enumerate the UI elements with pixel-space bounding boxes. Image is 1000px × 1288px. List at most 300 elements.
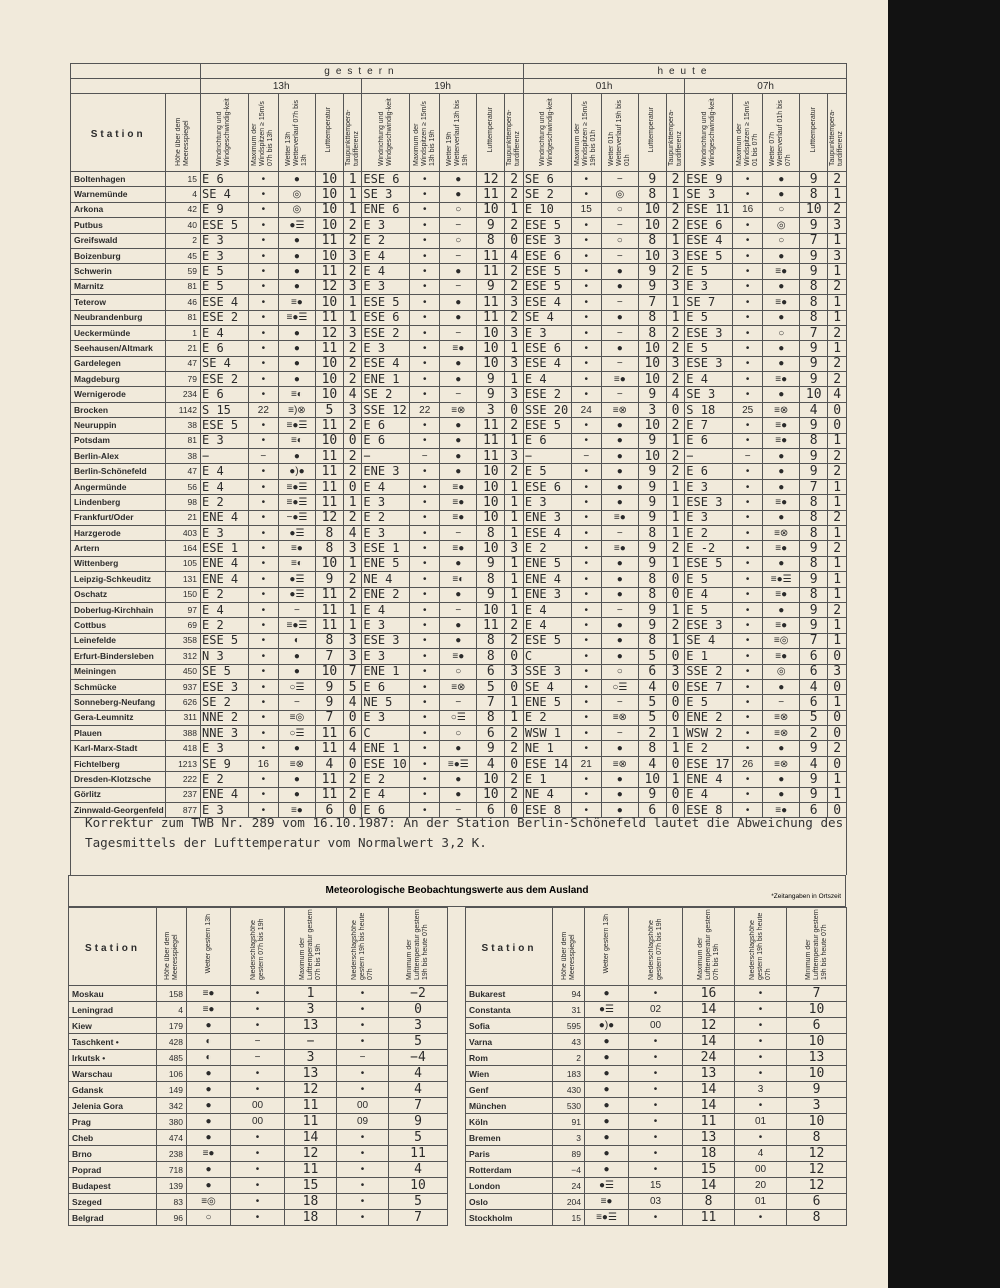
h07-wind: ENE 2 bbox=[685, 710, 733, 725]
table-row bbox=[71, 587, 847, 602]
h01-temp: 9 bbox=[638, 618, 666, 633]
ausland-table-right bbox=[465, 907, 847, 1226]
h19-wind: ENE 5 bbox=[362, 556, 410, 571]
h19-temp: 11 bbox=[477, 433, 505, 448]
h19-weather: ● bbox=[440, 618, 477, 633]
h19-weather: − bbox=[440, 248, 477, 263]
h13-max-gust: • bbox=[248, 387, 278, 402]
h07-temp: 9 bbox=[800, 772, 828, 787]
h19-dewpoint-diff: 0 bbox=[505, 679, 524, 694]
h01-temp: 4 bbox=[638, 756, 666, 771]
h13-wind: E 3 bbox=[201, 433, 249, 448]
sub-19-max: Maximum der Windspitzen ≥ 15m/s 13h bis 19h bbox=[410, 94, 440, 172]
station-name: Greifswald bbox=[71, 233, 166, 248]
h13-max-gust: • bbox=[248, 710, 278, 725]
h13-wind: ESE 5 bbox=[201, 218, 249, 233]
min-temp: 5 bbox=[389, 1130, 448, 1146]
station-name: Szeged bbox=[69, 1194, 157, 1210]
h19-dewpoint-diff: 2 bbox=[505, 310, 524, 325]
h13-dewpoint-diff: 2 bbox=[343, 264, 361, 279]
precip-day: • bbox=[629, 1082, 683, 1098]
h01-temp: 8 bbox=[638, 572, 666, 587]
max-temp: 3 bbox=[285, 1002, 337, 1018]
h07-temp: 9 bbox=[800, 356, 828, 371]
h07-weather: ● bbox=[763, 741, 800, 756]
h19-max-gust: • bbox=[410, 264, 440, 279]
h13-dewpoint-diff: 4 bbox=[343, 387, 361, 402]
h07-weather: ≡⊗ bbox=[763, 402, 800, 417]
table-row bbox=[466, 1146, 847, 1162]
table-row bbox=[71, 633, 847, 648]
sub-19-weather: Wetter 19h Wetterverlauf 13h bis 19h bbox=[440, 94, 477, 172]
h19-temp: 11 bbox=[477, 310, 505, 325]
h13-temp: 10 bbox=[315, 248, 343, 263]
h13-wind: E 2 bbox=[201, 618, 249, 633]
precip-day: 15 bbox=[629, 1178, 683, 1194]
h07-dewpoint-diff: 1 bbox=[828, 495, 847, 510]
h01-max-gust: • bbox=[571, 510, 601, 525]
h13-temp: 10 bbox=[315, 356, 343, 371]
h13-wind: SE 5 bbox=[201, 664, 249, 679]
h13-dewpoint-diff: 6 bbox=[343, 726, 361, 741]
h19-wind: E 3 bbox=[362, 341, 410, 356]
h01-temp: 9 bbox=[638, 464, 666, 479]
min-temp: −4 bbox=[389, 1050, 448, 1066]
h19-temp: 10 bbox=[477, 356, 505, 371]
station-height: 97 bbox=[166, 602, 201, 617]
h13-dewpoint-diff: 3 bbox=[343, 402, 361, 417]
h07-max-gust: • bbox=[732, 541, 762, 556]
h07-weather: ◎ bbox=[763, 218, 800, 233]
h19-wind: E 6 bbox=[362, 418, 410, 433]
min-temp: 5 bbox=[389, 1194, 448, 1210]
h07-dewpoint-diff: 2 bbox=[828, 356, 847, 371]
h01-wind: NE 1 bbox=[523, 741, 571, 756]
h07-weather: ● bbox=[763, 341, 800, 356]
precip-day: • bbox=[231, 1082, 285, 1098]
h01-dewpoint-diff: 2 bbox=[666, 341, 684, 356]
h19-weather: ● bbox=[440, 295, 477, 310]
h07-dewpoint-diff: 1 bbox=[828, 341, 847, 356]
h13-temp: 10 bbox=[315, 172, 343, 187]
h07-max-gust: • bbox=[732, 372, 762, 387]
h13-dewpoint-diff: 3 bbox=[343, 649, 361, 664]
precip-night: • bbox=[735, 1066, 787, 1082]
h01-wind: ESE 2 bbox=[523, 387, 571, 402]
h07-max-gust: • bbox=[732, 279, 762, 294]
h19-temp: 10 bbox=[477, 479, 505, 494]
h13-max-gust: • bbox=[248, 264, 278, 279]
h01-max-gust: • bbox=[571, 618, 601, 633]
h07-wind: ESE 8 bbox=[685, 803, 733, 818]
h19-temp: 11 bbox=[477, 264, 505, 279]
precip-night-header: Niederschlagshöhe gestern 19h bis heute 07h bbox=[735, 908, 787, 986]
note-line-1: Korrektur zum TWB Nr. 289 vom 16.10.1987: An der Station Berlin-Schönefeld lautet die Abweichung des bbox=[85, 815, 844, 830]
h07-wind: E 1 bbox=[685, 649, 733, 664]
weather: ● bbox=[187, 1162, 231, 1178]
h13-temp: 11 bbox=[315, 479, 343, 494]
table-row bbox=[71, 649, 847, 664]
h19-temp: 9 bbox=[477, 218, 505, 233]
h19-weather: ● bbox=[440, 356, 477, 371]
station-name: Belgrad bbox=[69, 1210, 157, 1226]
h07-wind: E 5 bbox=[685, 310, 733, 325]
sub-13-weather: Wetter 13h Wetterverlauf 07h bis 13h bbox=[279, 94, 316, 172]
station-name: Genf bbox=[466, 1082, 553, 1098]
table-row bbox=[71, 510, 847, 525]
h13-weather: ◎ bbox=[279, 187, 316, 202]
h19-wind: SE 2 bbox=[362, 387, 410, 402]
h19-wind: E 4 bbox=[362, 479, 410, 494]
h07-dewpoint-diff: 1 bbox=[828, 556, 847, 571]
station-name: Leinefelde bbox=[71, 633, 166, 648]
h01-temp: 7 bbox=[638, 295, 666, 310]
h07-dewpoint-diff: 1 bbox=[828, 525, 847, 540]
h07-wind: ESE 3 bbox=[685, 495, 733, 510]
h19-max-gust: • bbox=[410, 248, 440, 263]
h13-temp: 12 bbox=[315, 510, 343, 525]
max-temp: 18 bbox=[285, 1194, 337, 1210]
h01-weather: ● bbox=[601, 449, 638, 464]
h07-max-gust: − bbox=[732, 449, 762, 464]
h01-dewpoint-diff: 1 bbox=[666, 602, 684, 617]
station-name: Irkutsk • bbox=[69, 1050, 157, 1066]
h01-wind: ESE 5 bbox=[523, 264, 571, 279]
precip-day: 00 bbox=[231, 1114, 285, 1130]
h13-weather: ●☰ bbox=[279, 587, 316, 602]
precip-night: • bbox=[337, 1082, 389, 1098]
h07-max-gust: • bbox=[732, 233, 762, 248]
h13-wind: ESE 5 bbox=[201, 633, 249, 648]
h19-temp: 10 bbox=[477, 464, 505, 479]
table-row bbox=[71, 772, 847, 787]
station-name: Bremen bbox=[466, 1130, 553, 1146]
h07-dewpoint-diff: 0 bbox=[828, 710, 847, 725]
h07-weather: ≡● bbox=[763, 433, 800, 448]
h01-temp: 9 bbox=[638, 479, 666, 494]
h19-temp: 10 bbox=[477, 772, 505, 787]
h13-dewpoint-diff: 1 bbox=[343, 295, 361, 310]
h19-weather: ≡● bbox=[440, 341, 477, 356]
h01-dewpoint-diff: 1 bbox=[666, 525, 684, 540]
table-row bbox=[71, 325, 847, 340]
h07-max-gust: • bbox=[732, 325, 762, 340]
table-row bbox=[69, 1018, 448, 1034]
station-height: 1 bbox=[166, 325, 201, 340]
table-row bbox=[71, 172, 847, 187]
h19-temp: 10 bbox=[477, 602, 505, 617]
h01-temp: 8 bbox=[638, 587, 666, 602]
h01-max-gust: • bbox=[571, 541, 601, 556]
h07-max-gust: • bbox=[732, 741, 762, 756]
h19-dewpoint-diff: 0 bbox=[505, 402, 524, 417]
h01-weather: ◎ bbox=[601, 187, 638, 202]
h01-weather: − bbox=[601, 602, 638, 617]
h13-wind: ESE 3 bbox=[201, 679, 249, 694]
h19-temp: 9 bbox=[477, 587, 505, 602]
precip-day: • bbox=[629, 1146, 683, 1162]
min-temp: 10 bbox=[787, 1002, 847, 1018]
sub-13-dew: Taupunkttempera-turdifferenz bbox=[343, 94, 361, 172]
min-temp: 4 bbox=[389, 1082, 448, 1098]
h19-weather: ≡● bbox=[440, 649, 477, 664]
h07-dewpoint-diff: 3 bbox=[828, 218, 847, 233]
h13-weather: ≡●☰ bbox=[279, 418, 316, 433]
h19-temp: 10 bbox=[477, 202, 505, 217]
h13-temp: 10 bbox=[315, 433, 343, 448]
h01-weather: ● bbox=[601, 618, 638, 633]
min-temp: 9 bbox=[389, 1114, 448, 1130]
precip-night: • bbox=[337, 1002, 389, 1018]
precip-night: 00 bbox=[337, 1098, 389, 1114]
h07-max-gust: • bbox=[732, 264, 762, 279]
station-height: 91 bbox=[553, 1114, 585, 1130]
station-name: Budapest bbox=[69, 1178, 157, 1194]
sub-07-dew: Taupunkttempera-turdifferenz bbox=[828, 94, 847, 172]
h07-weather: ● bbox=[763, 679, 800, 694]
min-temp: 10 bbox=[787, 1066, 847, 1082]
h07-max-gust: • bbox=[732, 587, 762, 602]
h01-max-gust: 15 bbox=[571, 202, 601, 217]
max-temp: 24 bbox=[683, 1050, 735, 1066]
h01-weather: − bbox=[601, 356, 638, 371]
h19-max-gust: • bbox=[410, 710, 440, 725]
h07-temp: 9 bbox=[800, 741, 828, 756]
table-row bbox=[71, 264, 847, 279]
h07-wind: SE 3 bbox=[685, 387, 733, 402]
h13-weather: ○☰ bbox=[279, 679, 316, 694]
weather: ● bbox=[585, 1130, 629, 1146]
h07-dewpoint-diff: 1 bbox=[828, 587, 847, 602]
h13-weather: ≡● bbox=[279, 295, 316, 310]
h01-weather: ○ bbox=[601, 202, 638, 217]
h13-weather: ≡●☰ bbox=[279, 618, 316, 633]
h07-temp: 9 bbox=[800, 618, 828, 633]
table-row bbox=[71, 710, 847, 725]
h07-wind: E 5 bbox=[685, 264, 733, 279]
station-height: 718 bbox=[157, 1162, 187, 1178]
h01-temp: 9 bbox=[638, 495, 666, 510]
min-temp: 12 bbox=[787, 1162, 847, 1178]
station-name: Warschau bbox=[69, 1066, 157, 1082]
h07-wind: ESE 3 bbox=[685, 618, 733, 633]
h13-temp: 10 bbox=[315, 387, 343, 402]
min-temp: 12 bbox=[787, 1146, 847, 1162]
h13-weather: ●☰ bbox=[279, 218, 316, 233]
weather: ● bbox=[187, 1178, 231, 1194]
max-temp: 8 bbox=[683, 1194, 735, 1210]
h13-max-gust: • bbox=[248, 433, 278, 448]
h19-wind: E 6 bbox=[362, 679, 410, 694]
precip-day: 03 bbox=[629, 1194, 683, 1210]
h19-max-gust: • bbox=[410, 218, 440, 233]
h07-weather: ≡● bbox=[763, 587, 800, 602]
h07-weather: ≡● bbox=[763, 803, 800, 818]
h07-dewpoint-diff: 1 bbox=[828, 264, 847, 279]
h01-max-gust: • bbox=[571, 325, 601, 340]
sub-13-temp: Lufttemperatur bbox=[315, 94, 343, 172]
h13-max-gust: • bbox=[248, 649, 278, 664]
h19-weather: ● bbox=[440, 310, 477, 325]
table-row bbox=[71, 726, 847, 741]
h19-weather: − bbox=[440, 387, 477, 402]
max-temp-header: Maximum der Lufttemperatur gestern 07h bis 19h bbox=[683, 908, 735, 986]
h13-wind: ESE 5 bbox=[201, 418, 249, 433]
h07-max-gust: 25 bbox=[732, 402, 762, 417]
h07-dewpoint-diff: 2 bbox=[828, 279, 847, 294]
h07-max-gust: • bbox=[732, 695, 762, 710]
h01-wind: ENE 4 bbox=[523, 572, 571, 587]
max-temp: 14 bbox=[683, 1178, 735, 1194]
table-row bbox=[71, 202, 847, 217]
h13-max-gust: • bbox=[248, 726, 278, 741]
h19-wind: E 3 bbox=[362, 495, 410, 510]
precip-day: • bbox=[231, 986, 285, 1002]
h19-temp: 9 bbox=[477, 372, 505, 387]
h01-wind: E 10 bbox=[523, 202, 571, 217]
table-row bbox=[466, 1178, 847, 1194]
h13-wind: E 4 bbox=[201, 479, 249, 494]
h07-dewpoint-diff: 1 bbox=[828, 695, 847, 710]
h07-dewpoint-diff: 0 bbox=[828, 402, 847, 417]
h07-wind: ESE 17 bbox=[685, 756, 733, 771]
h01-dewpoint-diff: 1 bbox=[666, 741, 684, 756]
h01-max-gust: • bbox=[571, 602, 601, 617]
h07-max-gust: • bbox=[732, 495, 762, 510]
table-row bbox=[71, 525, 847, 540]
station-height: 106 bbox=[157, 1066, 187, 1082]
precip-day: • bbox=[629, 1066, 683, 1082]
station-header: Station bbox=[466, 908, 553, 986]
h19-max-gust: • bbox=[410, 649, 440, 664]
h19-max-gust: • bbox=[410, 479, 440, 494]
h01-dewpoint-diff: 0 bbox=[666, 787, 684, 802]
h19-wind: E 3 bbox=[362, 649, 410, 664]
station-name: Brocken bbox=[71, 402, 166, 417]
table-row bbox=[466, 1210, 847, 1226]
ausland-left-header bbox=[69, 908, 448, 986]
h19-max-gust: • bbox=[410, 525, 440, 540]
h19-wind: NE 5 bbox=[362, 695, 410, 710]
h13-temp: 11 bbox=[315, 741, 343, 756]
h07-max-gust: • bbox=[732, 649, 762, 664]
h07-wind: E -2 bbox=[685, 541, 733, 556]
station-height: 238 bbox=[157, 1146, 187, 1162]
h01-weather: ● bbox=[601, 310, 638, 325]
h13-dewpoint-diff: 4 bbox=[343, 741, 361, 756]
h19-weather: − bbox=[440, 602, 477, 617]
station-height: 450 bbox=[166, 664, 201, 679]
h19-wind: E 6 bbox=[362, 433, 410, 448]
h13-max-gust: • bbox=[248, 695, 278, 710]
h19-dewpoint-diff: 1 bbox=[505, 510, 524, 525]
station-name: Poprad bbox=[69, 1162, 157, 1178]
h07-dewpoint-diff: 2 bbox=[828, 325, 847, 340]
h19-wind: ENE 1 bbox=[362, 741, 410, 756]
precip-day: − bbox=[231, 1034, 285, 1050]
h07-wind: SE 4 bbox=[685, 633, 733, 648]
h13-temp: 10 bbox=[315, 218, 343, 233]
h07-wind: E 5 bbox=[685, 341, 733, 356]
h01-wind: E 1 bbox=[523, 772, 571, 787]
h01-max-gust: • bbox=[571, 418, 601, 433]
h19-temp: 10 bbox=[477, 341, 505, 356]
h07-wind: E 4 bbox=[685, 787, 733, 802]
h13-dewpoint-diff: 4 bbox=[343, 695, 361, 710]
h19-max-gust: • bbox=[410, 387, 440, 402]
h07-temp: 8 bbox=[800, 295, 828, 310]
table-row bbox=[466, 1162, 847, 1178]
h07-temp: 4 bbox=[800, 679, 828, 694]
h13-weather: ●☰ bbox=[279, 525, 316, 540]
h13-temp: 11 bbox=[315, 726, 343, 741]
h01-temp: 6 bbox=[638, 664, 666, 679]
h01-dewpoint-diff: 0 bbox=[666, 756, 684, 771]
table-row bbox=[71, 418, 847, 433]
h01-wind: ENE 3 bbox=[523, 587, 571, 602]
precip-night: 01 bbox=[735, 1194, 787, 1210]
h07-dewpoint-diff: 2 bbox=[828, 464, 847, 479]
h01-weather: ≡● bbox=[601, 372, 638, 387]
h07-weather: ≡● bbox=[763, 295, 800, 310]
sub-19-temp: Lufttemperatur bbox=[477, 94, 505, 172]
h19-temp: 9 bbox=[477, 556, 505, 571]
h07-dewpoint-diff: 0 bbox=[828, 418, 847, 433]
table-row bbox=[71, 402, 847, 417]
h07-dewpoint-diff: 3 bbox=[828, 664, 847, 679]
h07-max-gust: • bbox=[732, 310, 762, 325]
h01-weather: ≡⊗ bbox=[601, 710, 638, 725]
h13-weather: − bbox=[279, 695, 316, 710]
h19-wind: ENE 1 bbox=[362, 664, 410, 679]
h13-weather: ● bbox=[279, 664, 316, 679]
station-name: Constanta bbox=[466, 1002, 553, 1018]
h13-weather: −●☰ bbox=[279, 510, 316, 525]
precip-night: 20 bbox=[735, 1178, 787, 1194]
table-row bbox=[69, 1066, 448, 1082]
h07-dewpoint-diff: 3 bbox=[828, 248, 847, 263]
table-row bbox=[71, 218, 847, 233]
station-height: 342 bbox=[157, 1098, 187, 1114]
h07-dewpoint-diff: 1 bbox=[828, 572, 847, 587]
h01-weather: ● bbox=[601, 495, 638, 510]
h07-wind: E 7 bbox=[685, 418, 733, 433]
h13-max-gust: • bbox=[248, 172, 278, 187]
station-height: 83 bbox=[157, 1194, 187, 1210]
table-row bbox=[69, 1210, 448, 1226]
h13-max-gust: • bbox=[248, 248, 278, 263]
h01-wind: ESE 5 bbox=[523, 218, 571, 233]
h01-weather: ● bbox=[601, 649, 638, 664]
h19-max-gust: • bbox=[410, 202, 440, 217]
h19-weather: ○☰ bbox=[440, 710, 477, 725]
h01-temp: 9 bbox=[638, 602, 666, 617]
station-name: Plauen bbox=[71, 726, 166, 741]
h19-dewpoint-diff: 3 bbox=[505, 541, 524, 556]
h07-temp: 7 bbox=[800, 325, 828, 340]
h13-temp: 12 bbox=[315, 279, 343, 294]
table-row bbox=[71, 618, 847, 633]
weather: ≡● bbox=[585, 1194, 629, 1210]
h01-dewpoint-diff: 1 bbox=[666, 479, 684, 494]
h13-dewpoint-diff: 2 bbox=[343, 341, 361, 356]
h13-temp: 11 bbox=[315, 418, 343, 433]
h07-wind: E 5 bbox=[685, 602, 733, 617]
h01-dewpoint-diff: 3 bbox=[666, 356, 684, 371]
station-height: 358 bbox=[166, 633, 201, 648]
h01-temp: 9 bbox=[638, 433, 666, 448]
h13-temp: 10 bbox=[315, 664, 343, 679]
